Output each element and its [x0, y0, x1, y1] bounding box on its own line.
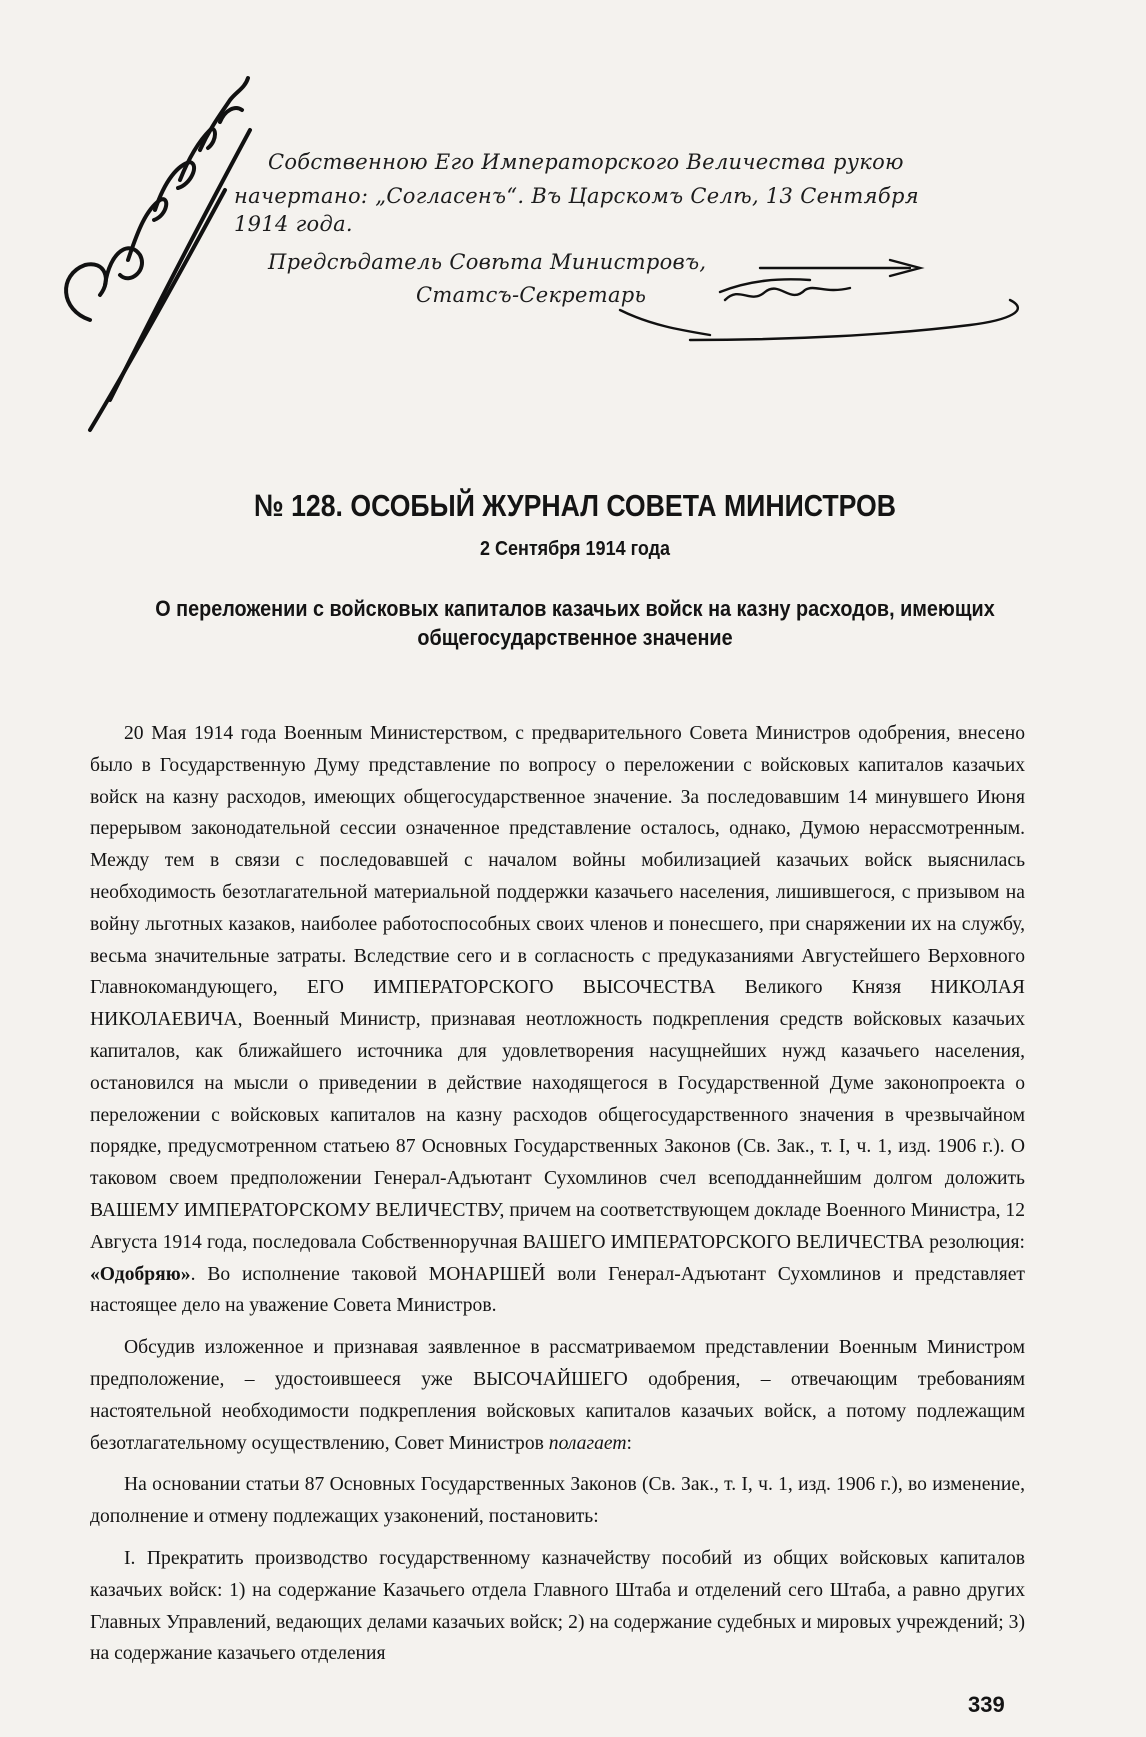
signature-scrawl-image [50, 70, 260, 440]
handwritten-line-5: Статсъ-Секретарь [416, 283, 647, 307]
document-subject: О переложении с войсковых капиталов казачьих войск на казну расходов, имеющих общегосударственное значение [155, 596, 995, 650]
paragraph-2: Обсудив изложенное и признавая заявленное в рассматриваемом представлении Военным Министром предположение, – удостоившееся уже ВЫСОЧАЙШЕГО одобрения, – отвечающим требованиям настоятельной необходимости подкрепления войсковых капиталов казачьих войск, а потому подлежащим безотлагательному осуществлению, Совет Министров полагает: [90, 1337, 1025, 1454]
handwritten-line-3: 1914 года. [234, 212, 353, 236]
page-number: 339 [968, 1692, 1005, 1717]
document-date: 2 Сентября 1914 года [479, 538, 671, 560]
document-body [90, 718, 1025, 1680]
handwritten-underline-strokes [590, 250, 1050, 370]
paragraph-3: На основании статьи 87 Основных Государственных Законов (Св. Зак., т. I, ч. 1, изд. 1906 г.), во изменение, дополнение и отмену подлежащих узаконений, постановить: [90, 1474, 1025, 1528]
paragraph-1: 20 Мая 1914 года Военным Министерством, с предварительного Совета Министров одобрения, внесено было в Государственную Думу представление по вопросу о переложении с войсковых капиталов казачьих войск на казну расходов, имеющих общегосударственное значение. За последовавшим 14 минувшего Июня перерывом законодательной сессии означенное представление осталось, однако, Думою нерассмотренным. Между тем в связи с последовавшей с началом войны мобилизацией казачьих войск выяснилась необходимость безотлагательной материальной поддержки казачьего населения, лишившегося, с призывом на войну льготных казаков, наиболее работоспособных своих членов и понесшего, при снаряжении их на службу, весьма значительные затраты. Вследствие сего и в согласность с предуказаниями Августейшего Верховного Главнокомандующего, ЕГО ИМПЕРАТОРСКОГО ВЫСОЧЕСТВА Великого Князя НИКОЛАЯ НИКОЛАЕВИЧА, Военный Министр, признавая неотложность подкрепления средств войсковых казачьих капиталов, как ближайшего источника для удовлетворения насущнейших нужд казачьего населения, остановился на мысли о приведении в действие находящегося в Государственной Думе законопроекта о переложении с войсковых капиталов на казну расходов общегосударственного значения в чрезвычайном порядке, предусмотренном статьею 87 Основных Государственных Законов (Св. Зак., т. I, ч. 1, изд. 1906 г.). О таковом своем предположении Генерал-Адъютант Сухомлинов счел всеподданнейшим долгом доложить ВАШЕМУ ИМПЕРАТОРСКОМУ ВЕЛИЧЕСТВУ, причем на соответствующем докладе Военного Министра, 12 Августа 1914 года, последовала Собственноручная ВАШЕГО ИМПЕРАТОРСКОГО ВЕЛИЧЕСТВА резолюция: «Одобряю». Во исполнение таковой МОНАРШЕЙ воли Генерал-Адъютант Сухомлинов и представляет настоящее дело на уважение Совета Министров. [90, 723, 1026, 1317]
handwritten-line-2: начертано: „Согласенъ“. Въ Царскомъ Селѣ, 13 Сентября [234, 184, 919, 208]
document-title: № 128. ОСОБЫЙ ЖУРНАЛ СОВЕТА МИНИСТРОВ [253, 488, 897, 523]
handwritten-line-1: Собственною Его Императорского Величества рукою [268, 150, 904, 174]
paragraph-4: I. Прекратить производство государственному казначейству пособий из общих войсковых капиталов казачьих войск: 1) на содержание Казачьего отдела Главного Штаба и отделений сего Штаба, а равно других Главных Управлений, ведающих делами казачьих войск; 2) на содержание судебных и мировых учреждений; 3) на содержание казачьего отделения [90, 1547, 1025, 1665]
handwritten-line-4: Предсѣдатель Совѣта Министровъ, [268, 250, 707, 274]
